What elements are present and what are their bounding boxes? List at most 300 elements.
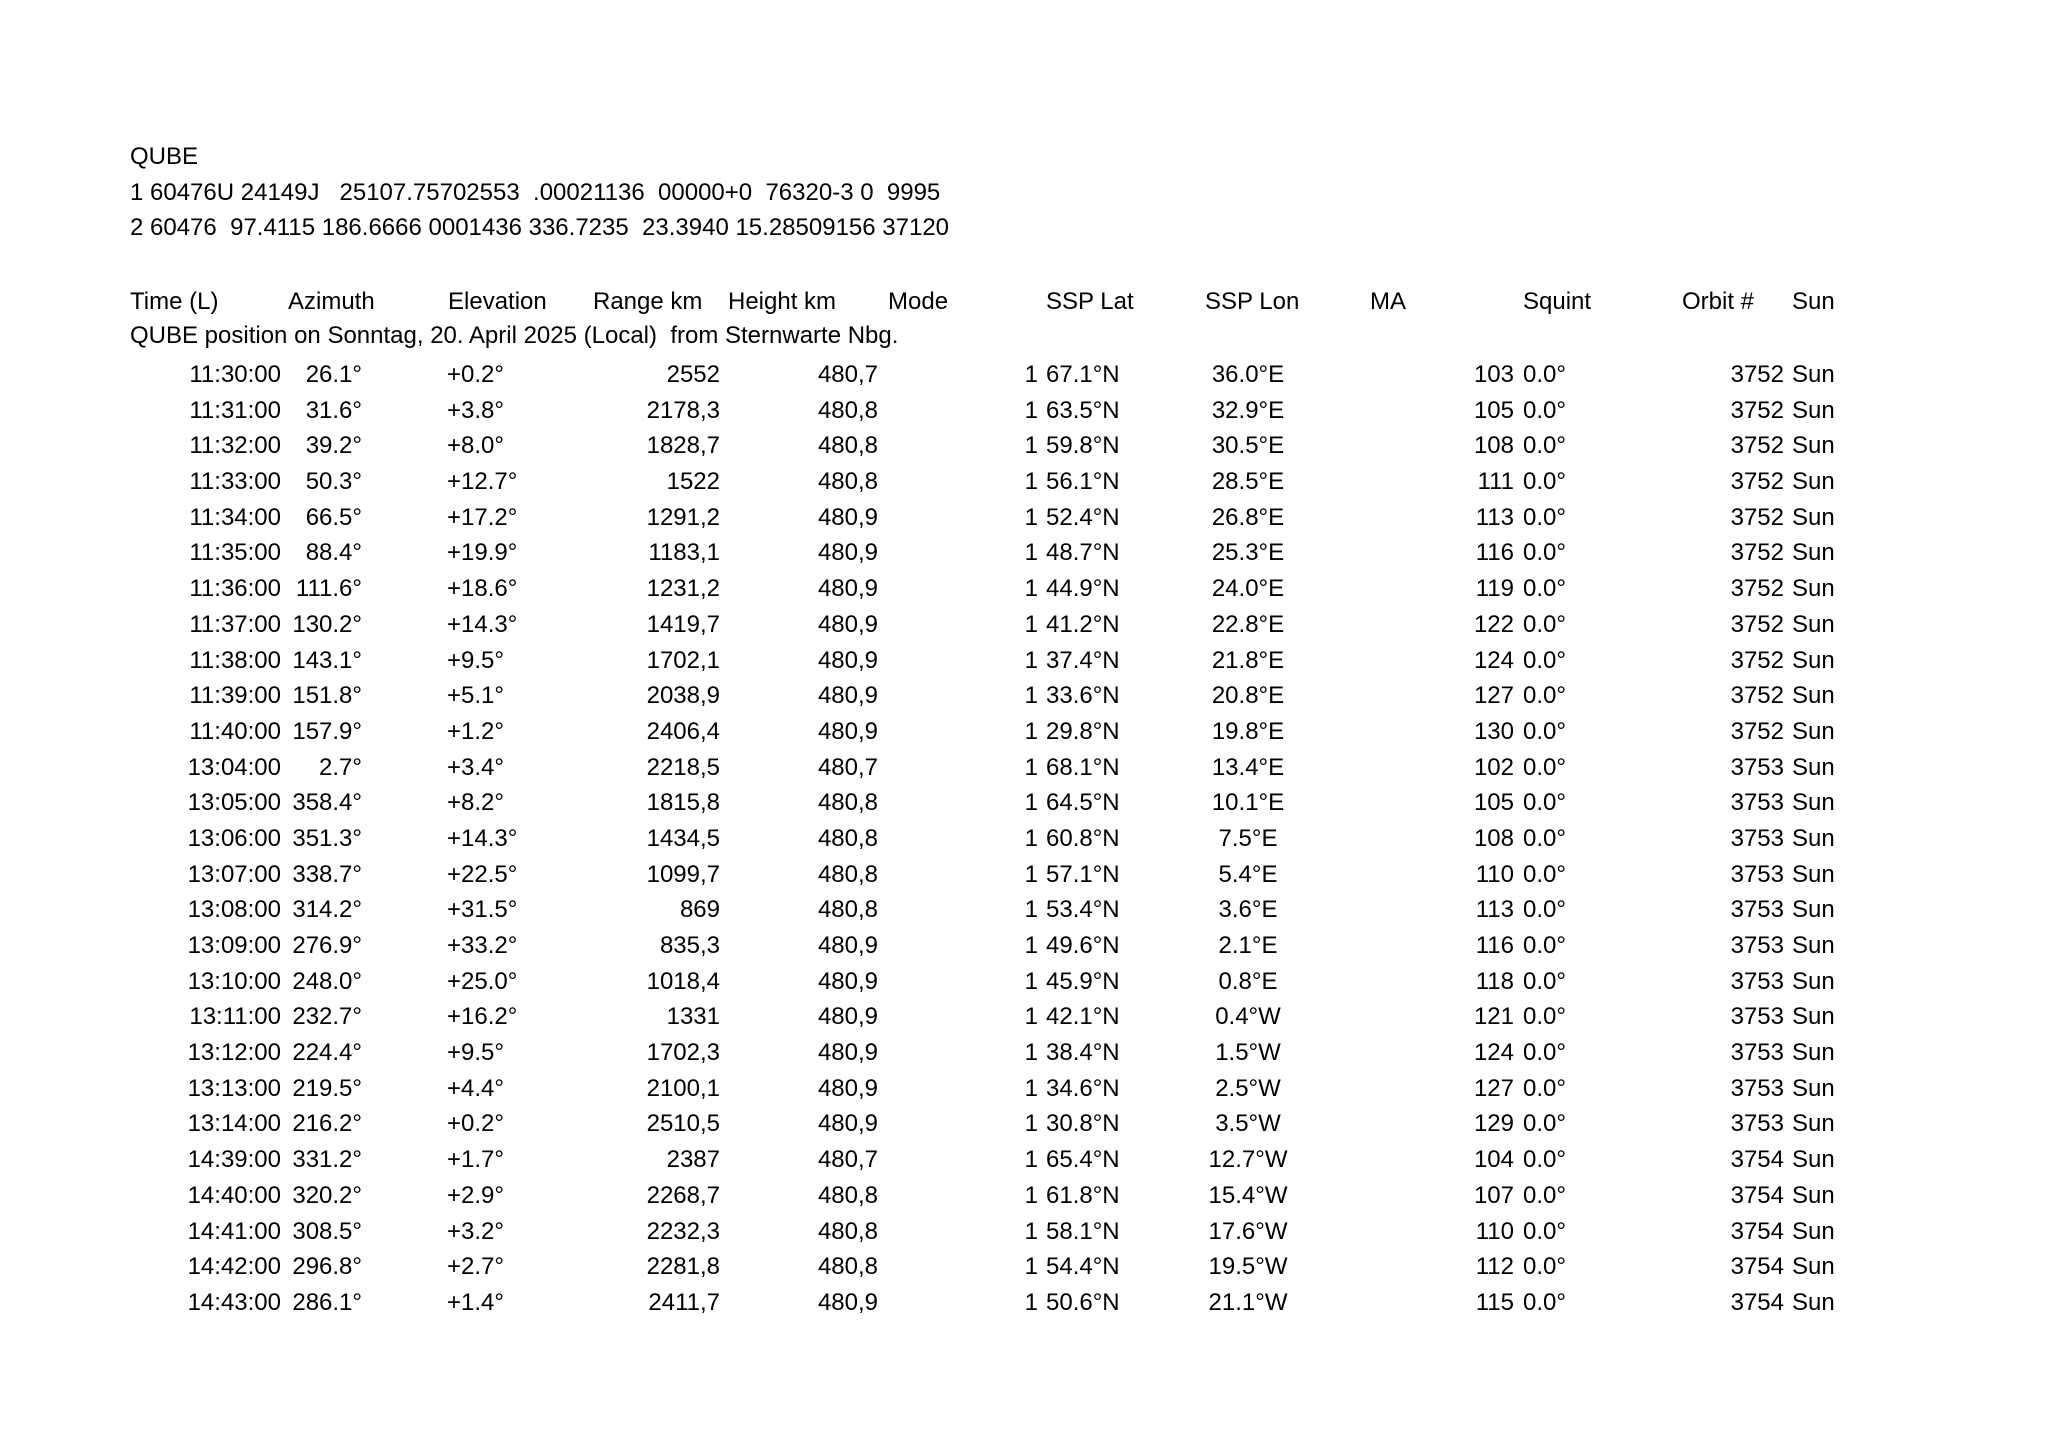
col-header-ssp-lat: SSP Lat xyxy=(1046,288,1134,315)
cell-squint: 0.0° xyxy=(1523,361,1566,388)
cell-mode: 1 xyxy=(1024,503,1038,531)
cell-mode: 1 xyxy=(1024,610,1038,638)
cell-time: 13:11:00 xyxy=(189,1003,281,1031)
cell-range: 2218,5 xyxy=(646,753,720,781)
cell-ma: 119 xyxy=(1475,575,1514,603)
cell-sun: Sun xyxy=(1792,396,1835,424)
cell-range: 1522 xyxy=(666,468,720,496)
pass-subtitle: QUBE position on Sonntag, 20. April 2025 (Local) from Sternwarte Nbg. xyxy=(130,322,899,349)
cell-ma: 102 xyxy=(1473,753,1514,781)
cell-elevation: +31.5° xyxy=(447,896,518,924)
cell-ssp-lat: 56.1°N xyxy=(1046,468,1120,496)
cell-ma: 124 xyxy=(1473,1039,1514,1067)
cell-orbit: 3754 xyxy=(1730,1288,1784,1316)
cell-range: 1434,5 xyxy=(646,824,720,852)
cell-azimuth: 130.2° xyxy=(292,610,362,638)
cell-height: 480,9 xyxy=(817,717,878,745)
col-header-squint: Squint xyxy=(1523,288,1592,315)
cell-ssp-lat: 58.1°N xyxy=(1046,1217,1120,1245)
cell-ssp-lon: 0.4°W xyxy=(1215,1003,1281,1031)
cell-ma: 104 xyxy=(1473,1146,1514,1174)
table-row xyxy=(0,535,2048,571)
cell-ssp-lat: 68.1°N xyxy=(1046,753,1120,781)
cell-height: 480,9 xyxy=(817,1003,878,1031)
table-row xyxy=(0,571,2048,607)
cell-azimuth: 143.1° xyxy=(292,646,362,674)
cell-ssp-lon: 36.0°E xyxy=(1211,361,1285,388)
cell-orbit: 3753 xyxy=(1730,1110,1784,1138)
col-header-mode: Mode xyxy=(888,288,949,315)
cell-time: 11:39:00 xyxy=(189,682,281,710)
cell-squint: 0.0° xyxy=(1523,468,1566,496)
table-row xyxy=(0,643,2048,679)
cell-azimuth: 331.2° xyxy=(292,1146,362,1174)
cell-range: 2178,3 xyxy=(646,396,720,424)
table-row xyxy=(0,1142,2048,1178)
cell-time: 11:30:00 xyxy=(189,361,281,388)
cell-azimuth: 39.2° xyxy=(305,432,362,460)
cell-time: 11:35:00 xyxy=(189,539,281,567)
cell-ssp-lat: 61.8°N xyxy=(1046,1181,1120,1209)
cell-mode: 1 xyxy=(1024,396,1038,424)
cell-sun: Sun xyxy=(1792,646,1835,674)
cell-sun: Sun xyxy=(1792,896,1835,924)
cell-orbit: 3752 xyxy=(1730,396,1784,424)
cell-orbit: 3754 xyxy=(1730,1146,1784,1174)
cell-height: 480,8 xyxy=(817,860,878,888)
cell-squint: 0.0° xyxy=(1523,717,1566,745)
table-row xyxy=(0,428,2048,464)
cell-time: 14:40:00 xyxy=(187,1181,281,1209)
cell-mode: 1 xyxy=(1024,682,1038,710)
cell-time: 13:06:00 xyxy=(187,824,281,852)
cell-ssp-lat: 37.4°N xyxy=(1046,646,1120,674)
cell-elevation: +19.9° xyxy=(447,539,518,567)
cell-squint: 0.0° xyxy=(1523,610,1566,638)
cell-azimuth: 338.7° xyxy=(292,860,362,888)
cell-time: 13:08:00 xyxy=(187,896,281,924)
table-row xyxy=(0,464,2048,500)
cell-squint: 0.0° xyxy=(1523,789,1566,817)
cell-range: 1702,1 xyxy=(646,646,720,674)
cell-ma: 116 xyxy=(1475,932,1514,959)
cell-azimuth: 219.5° xyxy=(292,1074,362,1102)
cell-azimuth: 31.6° xyxy=(305,396,362,424)
table-row xyxy=(0,500,2048,536)
cell-ssp-lat: 63.5°N xyxy=(1046,396,1120,424)
cell-sun: Sun xyxy=(1792,610,1835,638)
cell-height: 480,8 xyxy=(817,1253,878,1281)
cell-sun: Sun xyxy=(1792,932,1835,959)
cell-range: 1828,7 xyxy=(646,432,720,460)
cell-elevation: +33.2° xyxy=(447,932,518,959)
cell-mode: 1 xyxy=(1024,717,1038,745)
cell-orbit: 3752 xyxy=(1730,682,1784,710)
cell-squint: 0.0° xyxy=(1523,432,1566,460)
cell-ssp-lat: 41.2°N xyxy=(1046,610,1120,638)
cell-mode: 1 xyxy=(1024,539,1038,567)
cell-ssp-lon: 24.0°E xyxy=(1211,575,1285,603)
cell-azimuth: 26.1° xyxy=(305,361,362,388)
table-row xyxy=(0,821,2048,857)
cell-azimuth: 216.2° xyxy=(292,1110,362,1138)
col-header-sun: Sun xyxy=(1792,288,1835,315)
cell-ssp-lat: 53.4°N xyxy=(1046,896,1120,924)
cell-elevation: +8.2° xyxy=(447,789,504,817)
cell-ssp-lon: 21.8°E xyxy=(1211,646,1285,674)
cell-ssp-lon: 3.6°E xyxy=(1218,896,1278,924)
cell-sun: Sun xyxy=(1792,503,1835,531)
cell-ma: 113 xyxy=(1475,503,1514,531)
cell-orbit: 3753 xyxy=(1730,824,1784,852)
cell-time: 13:14:00 xyxy=(187,1110,281,1138)
cell-orbit: 3753 xyxy=(1730,896,1784,924)
cell-squint: 0.0° xyxy=(1523,1217,1566,1245)
table-row xyxy=(0,607,2048,643)
cell-ma: 110 xyxy=(1475,860,1514,888)
cell-orbit: 3753 xyxy=(1730,967,1784,995)
satellite-name: QUBE xyxy=(130,143,199,170)
cell-ssp-lat: 38.4°N xyxy=(1046,1039,1120,1067)
cell-time: 13:05:00 xyxy=(187,789,281,817)
cell-ssp-lat: 65.4°N xyxy=(1046,1146,1120,1174)
cell-azimuth: 276.9° xyxy=(292,932,362,959)
cell-ma: 121 xyxy=(1473,1003,1514,1031)
table-row xyxy=(0,393,2048,429)
cell-squint: 0.0° xyxy=(1523,1181,1566,1209)
cell-squint: 0.0° xyxy=(1523,539,1566,567)
cell-range: 1231,2 xyxy=(646,575,720,603)
table-row xyxy=(0,1035,2048,1071)
cell-sun: Sun xyxy=(1792,824,1835,852)
cell-range: 869 xyxy=(679,896,720,924)
cell-mode: 1 xyxy=(1024,789,1038,817)
cell-range: 2387 xyxy=(666,1146,720,1174)
cell-orbit: 3752 xyxy=(1730,539,1784,567)
cell-mode: 1 xyxy=(1024,361,1038,388)
cell-mode: 1 xyxy=(1024,932,1038,959)
cell-height: 480,8 xyxy=(817,396,878,424)
cell-mode: 1 xyxy=(1024,1146,1038,1174)
col-header-orbit: Orbit # xyxy=(1682,288,1755,315)
cell-ma: 107 xyxy=(1473,1181,1514,1209)
cell-height: 480,8 xyxy=(817,1217,878,1245)
cell-orbit: 3753 xyxy=(1730,789,1784,817)
cell-ssp-lat: 54.4°N xyxy=(1046,1253,1120,1281)
cell-ssp-lat: 49.6°N xyxy=(1046,932,1120,959)
cell-mode: 1 xyxy=(1024,1039,1038,1067)
tle-line-1: 1 60476U 24149J 25107.75702553 .00021136 00000+0 76320-3 0 9995 xyxy=(130,179,941,206)
cell-height: 480,7 xyxy=(817,361,878,388)
cell-ssp-lat: 42.1°N xyxy=(1046,1003,1120,1031)
cell-sun: Sun xyxy=(1792,789,1835,817)
cell-orbit: 3753 xyxy=(1730,753,1784,781)
cell-elevation: +14.3° xyxy=(447,610,518,638)
cell-mode: 1 xyxy=(1024,753,1038,781)
cell-height: 480,9 xyxy=(817,539,878,567)
cell-ssp-lat: 33.6°N xyxy=(1046,682,1120,710)
table-row xyxy=(0,928,2048,964)
cell-ssp-lon: 20.8°E xyxy=(1211,682,1285,710)
table-row xyxy=(0,857,2048,893)
cell-sun: Sun xyxy=(1792,361,1835,388)
cell-orbit: 3753 xyxy=(1730,932,1784,959)
cell-elevation: +3.2° xyxy=(447,1217,504,1245)
cell-ssp-lon: 1.5°W xyxy=(1215,1039,1281,1067)
cell-squint: 0.0° xyxy=(1523,860,1566,888)
col-header-height: Height km xyxy=(728,288,837,315)
cell-mode: 1 xyxy=(1024,646,1038,674)
cell-range: 2411,7 xyxy=(648,1288,720,1316)
cell-sun: Sun xyxy=(1792,1253,1835,1281)
cell-height: 480,9 xyxy=(817,610,878,638)
cell-orbit: 3752 xyxy=(1730,432,1784,460)
cell-ma: 127 xyxy=(1473,682,1514,710)
col-header-range: Range km xyxy=(593,288,703,315)
cell-ma: 103 xyxy=(1473,361,1514,388)
cell-height: 480,9 xyxy=(817,575,878,603)
cell-time: 11:33:00 xyxy=(189,468,281,496)
table-row xyxy=(0,1178,2048,1214)
cell-orbit: 3752 xyxy=(1730,361,1784,388)
cell-sun: Sun xyxy=(1792,753,1835,781)
cell-orbit: 3752 xyxy=(1730,717,1784,745)
cell-mode: 1 xyxy=(1024,1253,1038,1281)
cell-ssp-lat: 30.8°N xyxy=(1046,1110,1120,1138)
tle-line-2: 2 60476 97.4115 186.6666 0001436 336.7235 23.3940 15.28509156 37120 xyxy=(130,214,950,241)
cell-mode: 1 xyxy=(1024,432,1038,460)
cell-elevation: +1.7° xyxy=(447,1146,504,1174)
cell-elevation: +3.4° xyxy=(447,753,504,781)
cell-orbit: 3753 xyxy=(1730,1003,1784,1031)
cell-elevation: +0.2° xyxy=(447,1110,504,1138)
table-row xyxy=(0,678,2048,714)
cell-ssp-lat: 29.8°N xyxy=(1046,717,1120,745)
cell-azimuth: 358.4° xyxy=(292,789,362,817)
cell-ssp-lat: 34.6°N xyxy=(1046,1074,1120,1102)
cell-mode: 1 xyxy=(1024,1074,1038,1102)
cell-mode: 1 xyxy=(1024,824,1038,852)
cell-height: 480,8 xyxy=(817,1181,878,1209)
cell-azimuth: 88.4° xyxy=(305,539,362,567)
cell-height: 480,9 xyxy=(817,1288,878,1316)
cell-squint: 0.0° xyxy=(1523,932,1566,959)
cell-squint: 0.0° xyxy=(1523,1003,1566,1031)
table-row xyxy=(0,1214,2048,1250)
cell-height: 480,9 xyxy=(817,646,878,674)
cell-ssp-lon: 2.5°W xyxy=(1215,1074,1281,1102)
cell-azimuth: 2.7° xyxy=(319,753,362,781)
table-row xyxy=(0,1071,2048,1107)
cell-time: 11:37:00 xyxy=(189,610,281,638)
cell-time: 13:10:00 xyxy=(187,967,281,995)
cell-azimuth: 224.4° xyxy=(292,1039,362,1067)
table-row xyxy=(0,357,2048,393)
cell-ma: 130 xyxy=(1473,717,1514,745)
cell-height: 480,9 xyxy=(817,932,878,959)
cell-ssp-lat: 64.5°N xyxy=(1046,789,1120,817)
cell-orbit: 3752 xyxy=(1730,646,1784,674)
cell-mode: 1 xyxy=(1024,1003,1038,1031)
cell-ssp-lon: 10.1°E xyxy=(1211,789,1285,817)
cell-ma: 124 xyxy=(1473,646,1514,674)
cell-squint: 0.0° xyxy=(1523,575,1566,603)
cell-elevation: +16.2° xyxy=(447,1003,518,1031)
cell-sun: Sun xyxy=(1792,860,1835,888)
cell-range: 2552 xyxy=(666,361,720,388)
cell-time: 14:39:00 xyxy=(187,1146,281,1174)
cell-ssp-lat: 60.8°N xyxy=(1046,824,1120,852)
cell-ssp-lon: 0.8°E xyxy=(1218,967,1278,995)
cell-mode: 1 xyxy=(1024,1288,1038,1316)
cell-azimuth: 111.6° xyxy=(295,575,362,603)
cell-ssp-lat: 59.8°N xyxy=(1046,432,1120,460)
cell-range: 1331 xyxy=(666,1003,720,1031)
cell-mode: 1 xyxy=(1024,1181,1038,1209)
cell-height: 480,9 xyxy=(817,682,878,710)
cell-time: 11:40:00 xyxy=(189,717,281,745)
cell-elevation: +25.0° xyxy=(447,967,518,995)
cell-time: 14:41:00 xyxy=(187,1217,281,1245)
cell-ssp-lat: 48.7°N xyxy=(1046,539,1120,567)
cell-ssp-lat: 57.1°N xyxy=(1046,860,1120,888)
cell-elevation: +1.2° xyxy=(447,717,504,745)
cell-ssp-lon: 32.9°E xyxy=(1211,396,1285,424)
cell-time: 11:32:00 xyxy=(189,432,281,460)
col-header-elevation: Elevation xyxy=(448,288,547,315)
cell-range: 1419,7 xyxy=(646,610,720,638)
cell-ma: 129 xyxy=(1473,1110,1514,1138)
cell-range: 1183,1 xyxy=(648,539,720,567)
cell-range: 2268,7 xyxy=(646,1181,720,1209)
cell-ssp-lat: 44.9°N xyxy=(1046,575,1120,603)
cell-elevation: +4.4° xyxy=(447,1074,504,1102)
cell-ma: 105 xyxy=(1473,396,1514,424)
cell-ma: 112 xyxy=(1475,1253,1514,1281)
cell-time: 11:38:00 xyxy=(189,646,281,674)
cell-sun: Sun xyxy=(1792,1217,1835,1245)
cell-squint: 0.0° xyxy=(1523,1074,1566,1102)
col-header-ssp-lon: SSP Lon xyxy=(1205,288,1300,315)
cell-squint: 0.0° xyxy=(1523,682,1566,710)
cell-squint: 0.0° xyxy=(1523,967,1566,995)
cell-squint: 0.0° xyxy=(1523,1288,1566,1316)
cell-ssp-lon: 5.4°E xyxy=(1218,860,1278,888)
cell-time: 13:13:00 xyxy=(187,1074,281,1102)
position-table xyxy=(0,357,2048,1321)
cell-orbit: 3754 xyxy=(1730,1181,1784,1209)
cell-azimuth: 296.8° xyxy=(292,1253,362,1281)
cell-azimuth: 232.7° xyxy=(292,1003,362,1031)
cell-azimuth: 151.8° xyxy=(292,682,362,710)
cell-sun: Sun xyxy=(1792,682,1835,710)
cell-azimuth: 286.1° xyxy=(292,1288,362,1316)
cell-time: 13:04:00 xyxy=(187,753,281,781)
cell-ssp-lon: 19.8°E xyxy=(1211,717,1285,745)
cell-ssp-lon: 3.5°W xyxy=(1215,1110,1281,1138)
cell-range: 2100,1 xyxy=(646,1074,720,1102)
cell-orbit: 3752 xyxy=(1730,468,1784,496)
cell-ssp-lon: 21.1°W xyxy=(1208,1288,1288,1316)
cell-orbit: 3752 xyxy=(1730,575,1784,603)
cell-sun: Sun xyxy=(1792,1288,1835,1316)
cell-height: 480,9 xyxy=(817,1039,878,1067)
cell-azimuth: 66.5° xyxy=(305,503,362,531)
cell-squint: 0.0° xyxy=(1523,1110,1566,1138)
cell-elevation: +3.8° xyxy=(447,396,504,424)
cell-elevation: +9.5° xyxy=(447,646,504,674)
cell-orbit: 3754 xyxy=(1730,1253,1784,1281)
cell-time: 13:07:00 xyxy=(187,860,281,888)
cell-height: 480,9 xyxy=(817,1074,878,1102)
cell-ssp-lon: 13.4°E xyxy=(1211,753,1285,781)
cell-sun: Sun xyxy=(1792,1039,1835,1067)
table-row xyxy=(0,1285,2048,1321)
cell-elevation: +0.2° xyxy=(447,361,504,388)
cell-elevation: +8.0° xyxy=(447,432,504,460)
cell-range: 1291,2 xyxy=(646,503,720,531)
table-row xyxy=(0,1106,2048,1142)
cell-squint: 0.0° xyxy=(1523,396,1566,424)
cell-elevation: +9.5° xyxy=(447,1039,504,1067)
cell-elevation: +1.4° xyxy=(447,1288,504,1316)
cell-mode: 1 xyxy=(1024,967,1038,995)
cell-ma: 115 xyxy=(1475,1288,1514,1316)
cell-ma: 127 xyxy=(1473,1074,1514,1102)
cell-ma: 110 xyxy=(1475,1217,1514,1245)
cell-range: 1702,3 xyxy=(646,1039,720,1067)
cell-sun: Sun xyxy=(1792,468,1835,496)
cell-sun: Sun xyxy=(1792,575,1835,603)
cell-ssp-lon: 15.4°W xyxy=(1208,1181,1288,1209)
cell-squint: 0.0° xyxy=(1523,1146,1566,1174)
cell-sun: Sun xyxy=(1792,717,1835,745)
cell-time: 11:31:00 xyxy=(189,396,281,424)
cell-ssp-lat: 50.6°N xyxy=(1046,1288,1120,1316)
cell-range: 2406,4 xyxy=(646,717,720,745)
cell-squint: 0.0° xyxy=(1523,503,1566,531)
cell-height: 480,9 xyxy=(817,967,878,995)
cell-height: 480,8 xyxy=(817,432,878,460)
cell-orbit: 3752 xyxy=(1730,610,1784,638)
cell-azimuth: 308.5° xyxy=(292,1217,362,1245)
cell-mode: 1 xyxy=(1024,1217,1038,1245)
cell-time: 11:34:00 xyxy=(189,503,281,531)
cell-sun: Sun xyxy=(1792,1146,1835,1174)
cell-ssp-lon: 28.5°E xyxy=(1211,468,1285,496)
cell-elevation: +5.1° xyxy=(447,682,504,710)
table-row xyxy=(0,750,2048,786)
cell-range: 1099,7 xyxy=(646,860,720,888)
cell-squint: 0.0° xyxy=(1523,1039,1566,1067)
cell-elevation: +17.2° xyxy=(447,503,518,531)
col-header-azimuth: Azimuth xyxy=(288,288,375,315)
cell-sun: Sun xyxy=(1792,539,1835,567)
cell-mode: 1 xyxy=(1024,860,1038,888)
cell-range: 2232,3 xyxy=(646,1217,720,1245)
cell-elevation: +2.9° xyxy=(447,1181,504,1209)
cell-elevation: +2.7° xyxy=(447,1253,504,1281)
cell-ma: 111 xyxy=(1477,468,1514,496)
cell-range: 2038,9 xyxy=(646,682,720,710)
cell-orbit: 3753 xyxy=(1730,860,1784,888)
cell-ma: 113 xyxy=(1475,896,1514,924)
cell-ma: 108 xyxy=(1473,432,1514,460)
cell-orbit: 3752 xyxy=(1730,503,1784,531)
cell-time: 13:12:00 xyxy=(187,1039,281,1067)
cell-ma: 108 xyxy=(1473,824,1514,852)
cell-range: 1018,4 xyxy=(646,967,720,995)
